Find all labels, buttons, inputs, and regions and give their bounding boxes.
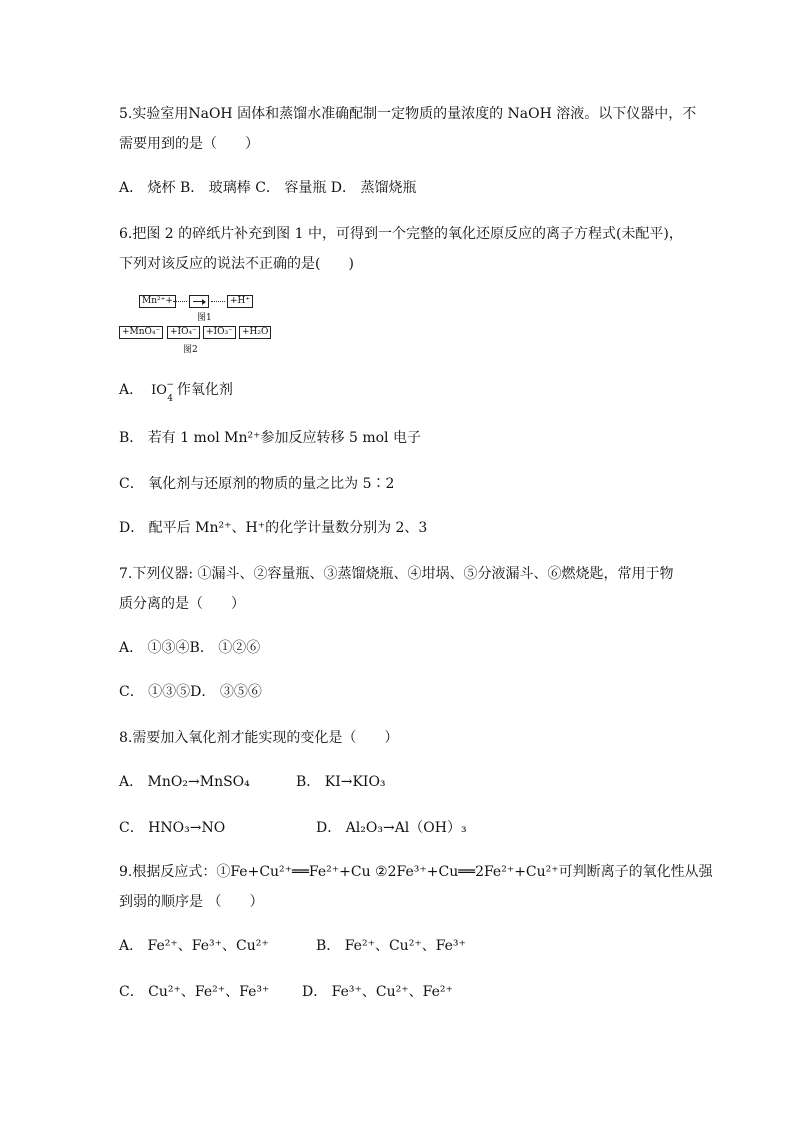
fig2-io4-box: +IO₄⁻ bbox=[167, 326, 200, 339]
fig2-caption: 图2 bbox=[183, 345, 198, 355]
q9-stem-line2: 到弱的顺序是 （ ） bbox=[119, 894, 264, 910]
q5-options: A． 烧杯 B． 玻璃棒 C． 容量瓶 D． 蒸馏烧瓶 bbox=[119, 180, 417, 196]
q6-figure bbox=[119, 292, 279, 356]
q7-options-ab: A． ①③④B． ①②⑥ bbox=[119, 640, 261, 656]
q9-option-a: A． Fe²⁺、Fe³⁺、Cu²⁺ bbox=[119, 938, 269, 954]
q9-option-b: B． Fe²⁺、Cu²⁺、Fe³⁺ bbox=[316, 938, 466, 954]
fig2-h2o-box: +H₂O bbox=[239, 326, 271, 339]
q9-option-c: C． Cu²⁺、Fe²⁺、Fe³⁺ bbox=[119, 984, 270, 1000]
q5-stem-line1: 5.实验室用NaOH 固体和蒸馏水准确配制一定物质的量浓度的 NaOH 溶液。以下仪器中，不 bbox=[119, 106, 697, 122]
fig2-io3-box: +IO₃⁻ bbox=[203, 326, 236, 339]
fig1-h-box: +H⁺ bbox=[227, 295, 253, 308]
q7-stem-line1: 7.下列仪器: ①漏斗、②容量瓶、③蒸馏烧瓶、④坩埚、⑤分液漏斗、⑥燃烧匙，常用于物 bbox=[119, 566, 674, 582]
fig1-arrow-icon bbox=[189, 295, 209, 308]
fig1-caption: 图1 bbox=[197, 313, 212, 323]
q6-stem-line1: 6.把图 2 的碎纸片补充到图 1 中，可得到一个完整的氧化还原反应的离子方程式(未配平)， bbox=[119, 226, 683, 242]
q8-stem: 8.需要加入氧化剂才能实现的变化是（ ） bbox=[119, 730, 399, 746]
q9-option-d: D． Fe³⁺、Cu²⁺、Fe²⁺ bbox=[302, 984, 453, 1000]
fig1-dots-1 bbox=[173, 301, 187, 302]
fig2-mno4-box: +MnO₄⁻ bbox=[119, 326, 163, 339]
q6-option-a bbox=[119, 380, 233, 404]
q6-option-b: B． 若有 1 mol Mn²⁺参加反应转移 5 mol 电子 bbox=[119, 430, 421, 446]
fig1-mn-box: Mn²⁺+ bbox=[139, 295, 176, 308]
q6-option-a-formula: IO − 4 bbox=[151, 380, 174, 404]
q5-stem-line2: 需要用到的是（ ） bbox=[119, 136, 259, 152]
q7-stem-line2: 质分离的是（ ） bbox=[119, 596, 245, 612]
q6-option-a-text: 作氧化剂 bbox=[176, 382, 233, 398]
fig1-dots-2 bbox=[211, 301, 225, 302]
q8-option-a: A． MnO₂→MnSO₄ bbox=[119, 774, 250, 790]
q6-stem-line2: 下列对该反应的说法不正确的是( ) bbox=[119, 256, 354, 272]
q7-options-cd: C． ①③⑤D． ③⑤⑥ bbox=[119, 684, 262, 700]
q8-option-b: B． KI→KIO₃ bbox=[296, 774, 386, 790]
q8-option-c: C． HNO₃→NO bbox=[119, 820, 226, 836]
q6-option-c: C． 氧化剂与还原剂的物质的量之比为 5∶2 bbox=[119, 476, 395, 492]
q8-option-d: D． Al₂O₃→Al（OH）₃ bbox=[316, 820, 467, 836]
q6-option-a-label: A． bbox=[119, 382, 144, 398]
q9-stem-line1: 9.根据反应式：①Fe+Cu²⁺══Fe²⁺+Cu ②2Fe³⁺+Cu══2Fe²⁺+Cu²⁺可判断离子的氧化性从强 bbox=[119, 864, 713, 880]
q6-option-d: D． 配平后 Mn²⁺、H⁺的化学计量数分别为 2、3 bbox=[119, 520, 428, 536]
